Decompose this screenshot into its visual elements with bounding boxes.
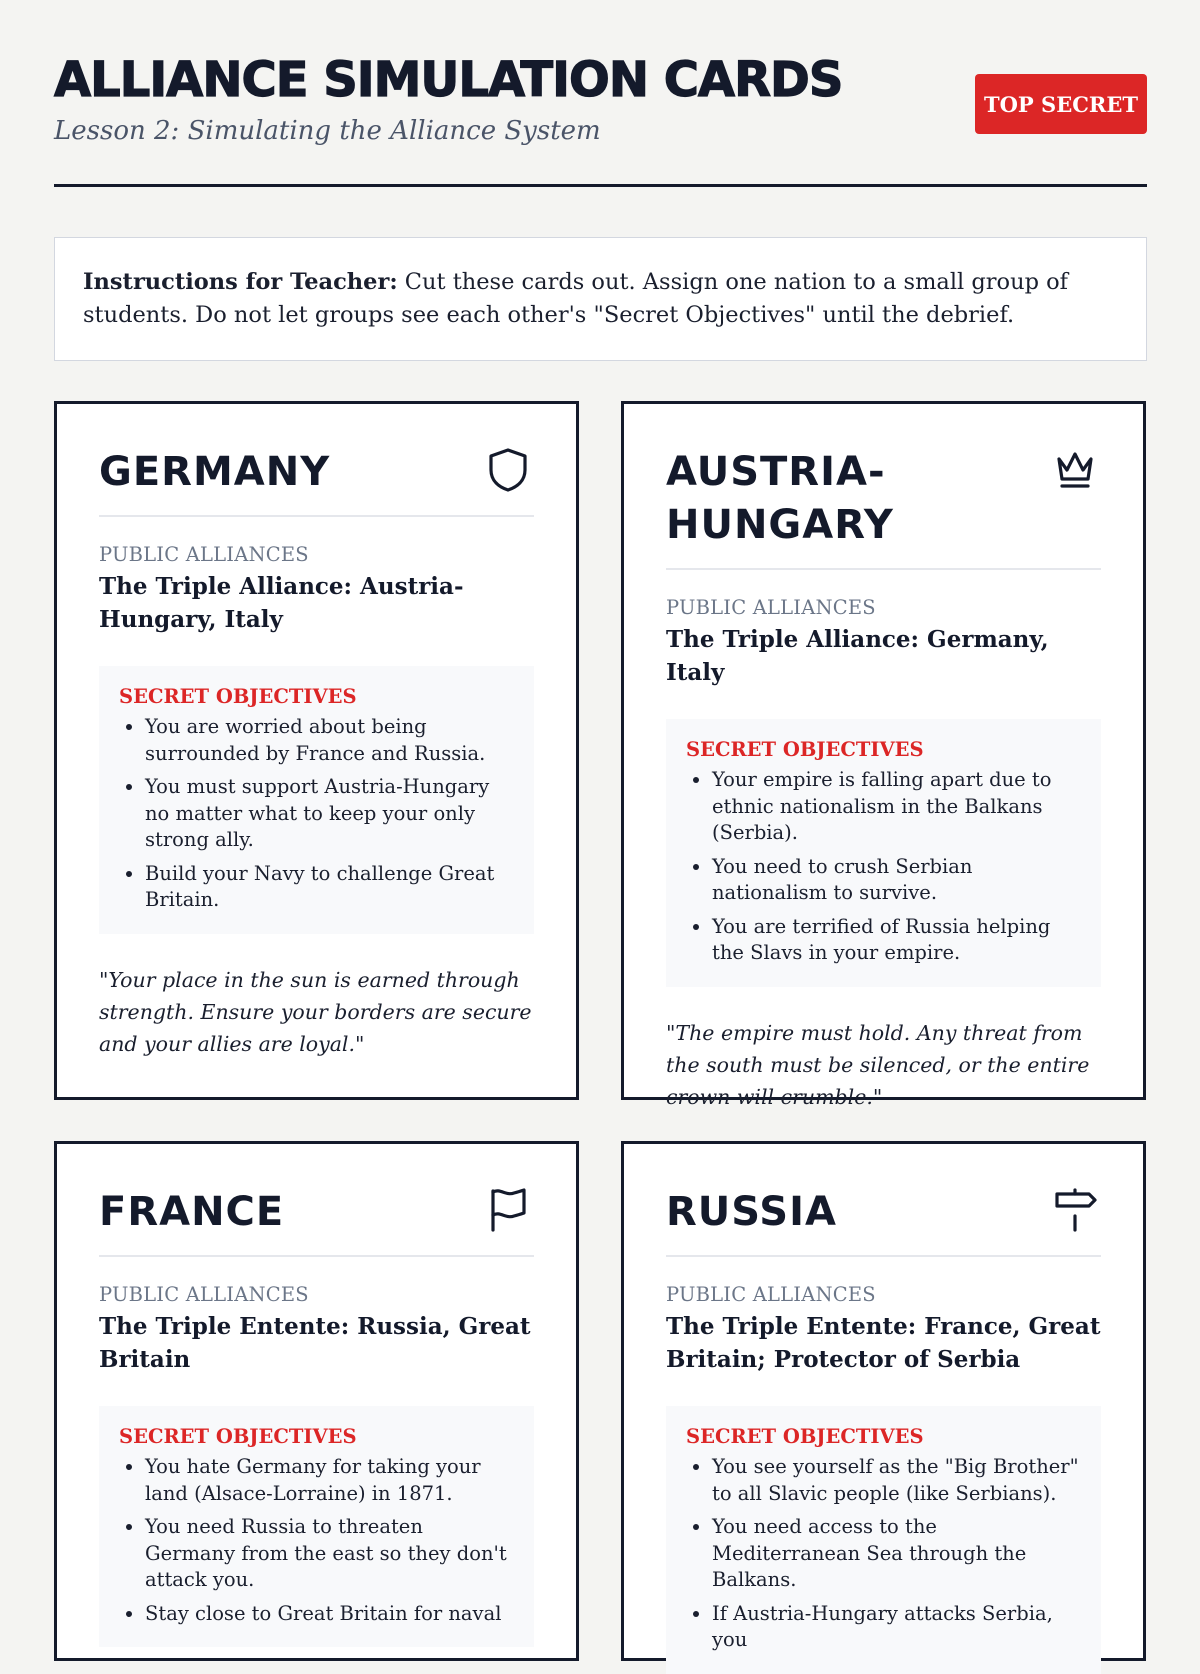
objective-item: • If Austria-Hungary attacks Serbia, you (712, 1601, 1081, 1654)
public-alliances-text: The Triple Entente: Russia, Great Britain (99, 1313, 531, 1373)
objective-item: • You need access to the Mediterranean Sea through the Balkans. (712, 1514, 1081, 1594)
public-alliances-text: The Triple Alliance: Austria-Hungary, Italy (99, 573, 464, 633)
public-alliances-label: PUBLIC ALLIANCES (666, 1283, 876, 1306)
objective-item: • You see yourself as the "Big Brother" to all Slavic people (like Serbians). (712, 1454, 1081, 1507)
objectives-list (119, 1454, 514, 1627)
document-header (54, 0, 1147, 187)
objective-item: • You are terrified of Russia helping the Slavs in your empire. (712, 914, 1081, 967)
objective-item: • You are worried about being surrounded by France and Russia. (145, 714, 514, 767)
objectives-list (119, 714, 514, 914)
card-header (99, 1144, 534, 1257)
nation-card-germany (54, 401, 579, 1100)
public-alliances-label: PUBLIC ALLIANCES (666, 596, 876, 619)
objectives-list (686, 767, 1081, 967)
objective-item: • You need to crush Serbian nationalism to survive. (712, 854, 1081, 907)
objective-item: • Your empire is falling apart due to ethnic nationalism in the Balkans (Serbia). (712, 767, 1081, 847)
public-alliances-label: PUBLIC ALLIANCES (99, 1283, 309, 1306)
public-alliances-label: PUBLIC ALLIANCES (99, 543, 309, 566)
objective-item: • You need Russia to threaten Germany from the east so they don't attack you. (145, 1514, 514, 1594)
objective-item: • Build your Navy to challenge Great Britain. (145, 861, 514, 914)
signpost-icon (1051, 1186, 1099, 1234)
secret-objectives-box (99, 666, 534, 934)
page-title: ALLIANCE SIMULATION CARDS (54, 52, 843, 108)
secret-objectives-label: SECRET OBJECTIVES (686, 738, 924, 761)
card-header (666, 1144, 1101, 1257)
objectives-list (686, 1454, 1081, 1654)
page (54, 0, 1147, 1651)
secret-objectives-box (99, 1406, 534, 1647)
card-header (99, 404, 534, 517)
secret-objectives-label: SECRET OBJECTIVES (119, 1425, 357, 1448)
secret-objectives-label: SECRET OBJECTIVES (686, 1425, 924, 1448)
page-subtitle: Lesson 2: Simulating the Alliance System (54, 116, 601, 146)
public-alliances-text: The Triple Alliance: Germany, Italy (666, 626, 1049, 686)
instructions-label: Instructions for Teacher: (83, 269, 398, 295)
nation-card-russia (621, 1141, 1146, 1661)
crown-icon (1051, 446, 1099, 494)
nation-card-france (54, 1141, 579, 1661)
nation-name: GERMANY (99, 449, 331, 495)
objective-item: • Stay close to Great Britain for naval (145, 1601, 514, 1628)
secret-objectives-label: SECRET OBJECTIVES (119, 685, 357, 708)
nation-quote: "Your place in the sun is earned through strength. Ensure your borders are secure and your allies are loyal." (99, 967, 532, 1056)
nation-name: RUSSIA (666, 1189, 837, 1235)
secret-objectives-box (666, 719, 1101, 987)
secret-objectives-box (666, 1406, 1101, 1674)
public-alliances-text: The Triple Entente: France, Great Britain; Protector of Serbia (666, 1313, 1101, 1373)
teacher-instructions (54, 237, 1147, 361)
nation-name: FRANCE (99, 1189, 285, 1235)
flag-icon (484, 1186, 532, 1234)
nation-quote: "The empire must hold. Any threat from the south must be silenced, or the entire crown will crumble." (666, 1020, 1090, 1109)
instructions-text: Cut these cards out. Assign one nation to a small group of students. Do not let groups see each other's "Secret Objectives" until the debrief. (83, 269, 1069, 328)
nation-card-austria-hungary (621, 401, 1146, 1109)
shield-icon (484, 446, 532, 494)
objective-item: • You must support Austria-Hungary no matter what to keep your only strong ally. (145, 774, 514, 854)
nation-name: AUSTRIA-HUNGARY (666, 449, 894, 548)
card-header (666, 404, 1101, 570)
top-secret-badge: TOP SECRET (975, 74, 1147, 134)
objective-item: • You hate Germany for taking your land (Alsace-Lorraine) in 1871. (145, 1454, 514, 1507)
